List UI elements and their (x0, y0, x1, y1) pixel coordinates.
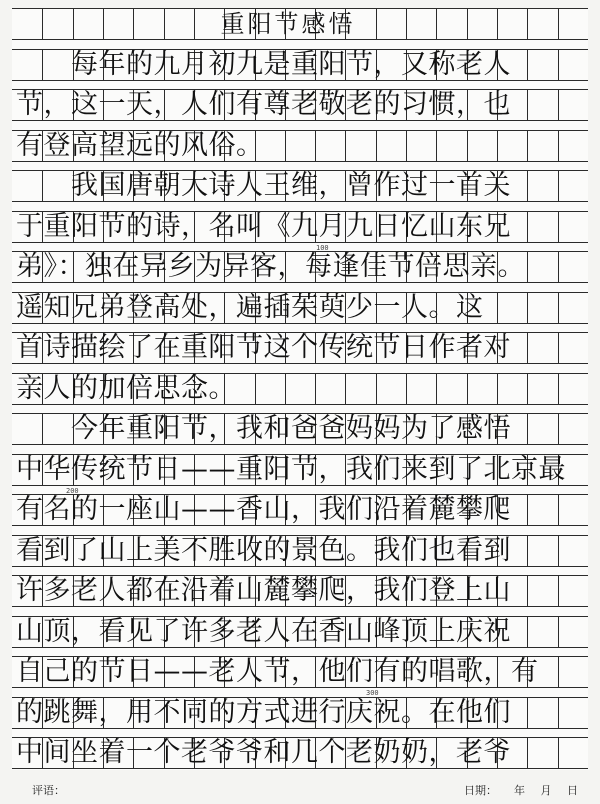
essay-title: 重阳节感悟 (220, 10, 356, 38)
essay-line: 弟》：独在异乡为异客，每逢佳节倍思亲。 (16, 251, 525, 282)
essay-line: 亲人的加倍思念。 (16, 372, 236, 404)
essay-line: 中华传统节日——重阳节，我们来到了北京最 (16, 453, 566, 485)
comment-label: 评语： (32, 784, 65, 797)
word-count-marker-100: 100 (316, 244, 329, 252)
word-count-marker-200: 200 (66, 487, 79, 495)
essay-line: 有登高望远的风俗。 (16, 129, 264, 161)
essay-line: 山顶，看见了许多老人在香山峰顶上庆祝 (16, 615, 511, 647)
essay-line: 遥知兄弟登高处，遍插茱萸少一人。这 (16, 291, 484, 323)
date-fields: 年 月 日 (514, 784, 584, 797)
essay-line: 首诗描绘了在重阳节这个传统节日作者对 (16, 332, 511, 363)
word-count-marker-300: 300 (366, 689, 379, 697)
essay-line: 每年的九月初九是重阳节，又称老人 (16, 48, 511, 80)
essay-line: 看到了山上美不胜收的景色。我们也看到 (16, 534, 511, 566)
essay-line: 有名的一座山——香山，我们沿着麓攀爬 (16, 494, 511, 525)
essay-line: 自己的节日——老人节，他们有的唱歌，有 (16, 656, 539, 687)
essay-line: 今年重阳节，我和爸爸妈妈为了感悟 (16, 413, 511, 444)
essay-line: 中间坐着一个老爷爷和几个老奶奶，老爷 (16, 737, 511, 768)
essay-line: 的跳舞，用不同的方式进行庆祝。在他们 (16, 696, 511, 728)
essay-line: 许多老人都在沿着山麓攀爬，我们登上山 (16, 575, 511, 606)
essay-line: 于重阳节的诗，名叫《九月九日忆山东兄 (16, 210, 511, 242)
sheet-footer (0, 778, 600, 800)
essay-line: 节，这一天，人们有尊老敬老的习惯，也 (16, 89, 511, 120)
date-label: 日期： (464, 784, 497, 797)
essay-line: 我国唐朝大诗人王维，曾作过一首关 (16, 170, 511, 201)
